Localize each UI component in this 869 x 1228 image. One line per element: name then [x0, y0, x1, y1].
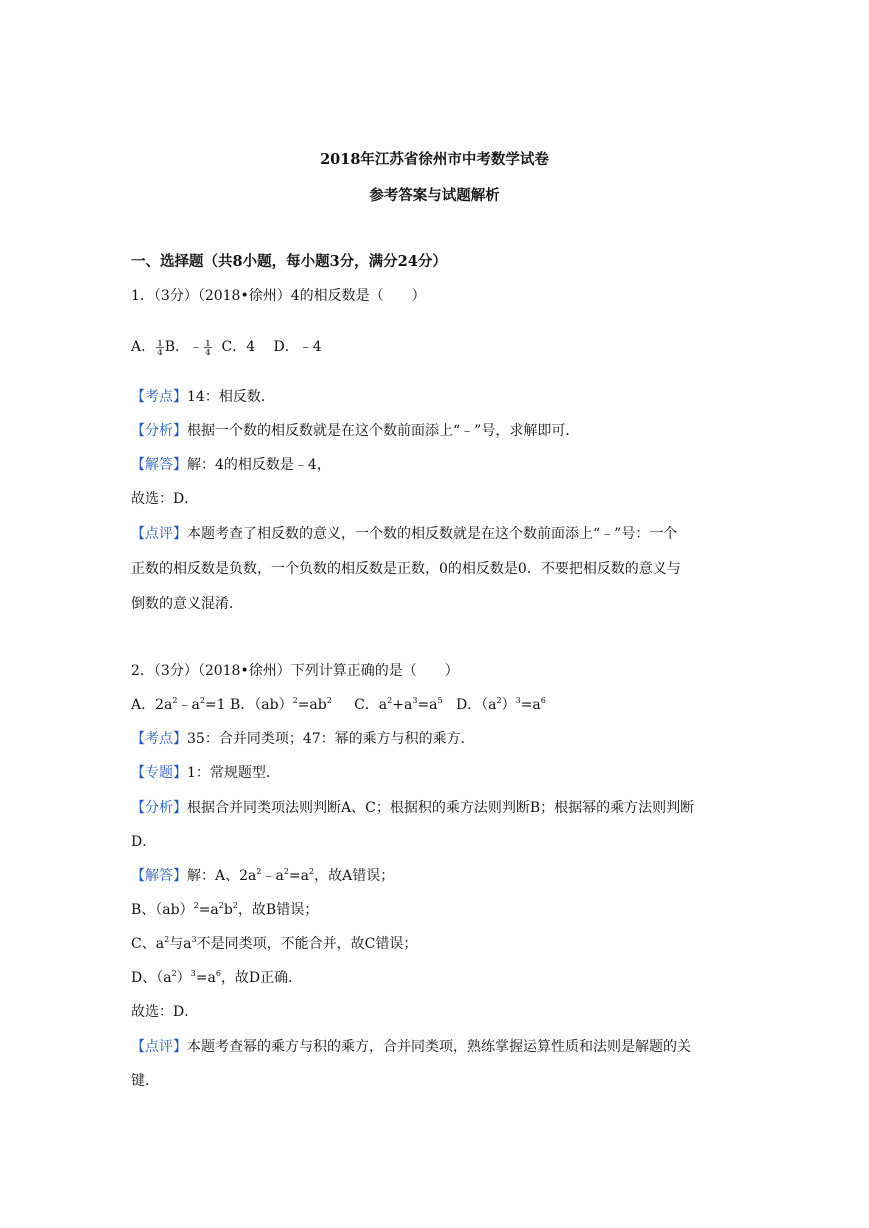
- q1-option-b-label: B．﹣: [164, 339, 203, 355]
- tag-kaodian: 【考点】: [131, 731, 187, 747]
- q2-jieda-line4: D、$(a^2)^3=a^6$，故D正确．: [131, 969, 303, 986]
- q1-jieda-text: 解：4的相反数是﹣4，: [187, 457, 331, 473]
- q2-jieda-line2: B、$(ab)^2=a^2b^2$，故B错误；: [131, 901, 319, 918]
- q2-fenxi-line1: 根据合并同类项法则判断A、C；根据积的乘方法则判断B；根据幂的乘方法则判断: [187, 800, 695, 816]
- q2-kaodian-text: 35：合并同类项；47：幂的乘方与积的乘方．: [187, 731, 475, 747]
- q1-jieda: [131, 454, 331, 474]
- q1-option-cd: C．4 D．﹣4: [221, 339, 322, 355]
- q1-dianping-line1: 本题考查了相反数的意义，一个数的相反数就是在这个数前面添上“﹣”号：一个: [187, 526, 678, 542]
- q1-kaodian-text: 14：相反数．: [187, 389, 275, 405]
- q1-options: [131, 336, 322, 356]
- q2-jieda-line3: C、$a^2$与$a^3$不是同类项，不能合并，故C错误；: [131, 935, 418, 952]
- q2-options: A．$2a^2﹣a^2=1$ B．$(ab)^2=ab^2$ C．$a^2+a^3=a^5$ D．$(a^2)^3=a^6$: [131, 696, 546, 713]
- q1-dianping: [131, 523, 677, 543]
- q1-option-b-fraction: [204, 339, 212, 356]
- q1-option-a-label: A．: [131, 339, 156, 355]
- tag-jieda: 【解答】: [131, 868, 187, 884]
- q1-fenxi-text: 根据一个数的相反数就是在这个数前面添上“﹣”号，求解即可．: [187, 423, 580, 439]
- q2-dianping-line2: 键．: [131, 1073, 159, 1089]
- q1-dianping-line2: 正数的相反数是负数，一个负数的相反数是正数，0的相反数是0．不要把相反数的意义与: [131, 561, 681, 577]
- tag-zhuanti: 【专题】: [131, 765, 187, 781]
- tag-dianping: 【点评】: [131, 526, 187, 542]
- q2-zhuanti: [131, 762, 280, 782]
- q2-jieda-line1: 解：A、$2a^2﹣a^2=a^2$，故A错误；: [187, 867, 395, 884]
- fraction-numerator: 1: [205, 337, 211, 348]
- page-subtitle: 参考答案与试题解析: [369, 187, 500, 204]
- page-title: 2018年江苏省徐州市中考数学试卷: [320, 151, 549, 168]
- q2-kaodian: [131, 728, 475, 748]
- tag-dianping: 【点评】: [131, 1039, 187, 1055]
- fraction-denominator: 4: [157, 346, 163, 357]
- q2-zhuanti-text: 1：常规题型．: [187, 765, 280, 781]
- q1-guxuan: 故选：D．: [131, 491, 199, 507]
- q1-option-a-fraction: [156, 339, 164, 356]
- q2-jieda: [131, 865, 394, 885]
- q2-fenxi: [131, 797, 694, 817]
- q1-kaodian: [131, 386, 275, 406]
- q2-guxuan: 故选：D．: [131, 1004, 199, 1020]
- q2-dianping: [131, 1036, 691, 1056]
- q2-fenxi-line2: D．: [131, 834, 157, 850]
- q1-fenxi: [131, 420, 579, 440]
- q2-stem: 2．（3分）（2018•徐州）下列计算正确的是（ ）: [131, 663, 459, 679]
- fraction-numerator: 1: [157, 337, 163, 348]
- tag-kaodian: 【考点】: [131, 389, 187, 405]
- q1-dianping-line3: 倒数的意义混淆．: [131, 596, 243, 612]
- tag-jieda: 【解答】: [131, 457, 187, 473]
- fraction-denominator: 4: [205, 346, 211, 357]
- q1-stem: 1．（3分）（2018•徐州）4的相反数是（ ）: [131, 288, 426, 304]
- tag-fenxi: 【分析】: [131, 423, 187, 439]
- tag-fenxi: 【分析】: [131, 800, 187, 816]
- q2-dianping-line1: 本题考查幂的乘方与积的乘方，合并同类项，熟练掌握运算性质和法则是解题的关: [187, 1039, 691, 1055]
- section-heading: 一、选择题（共8小题，每小题3分，满分24分）: [131, 253, 447, 270]
